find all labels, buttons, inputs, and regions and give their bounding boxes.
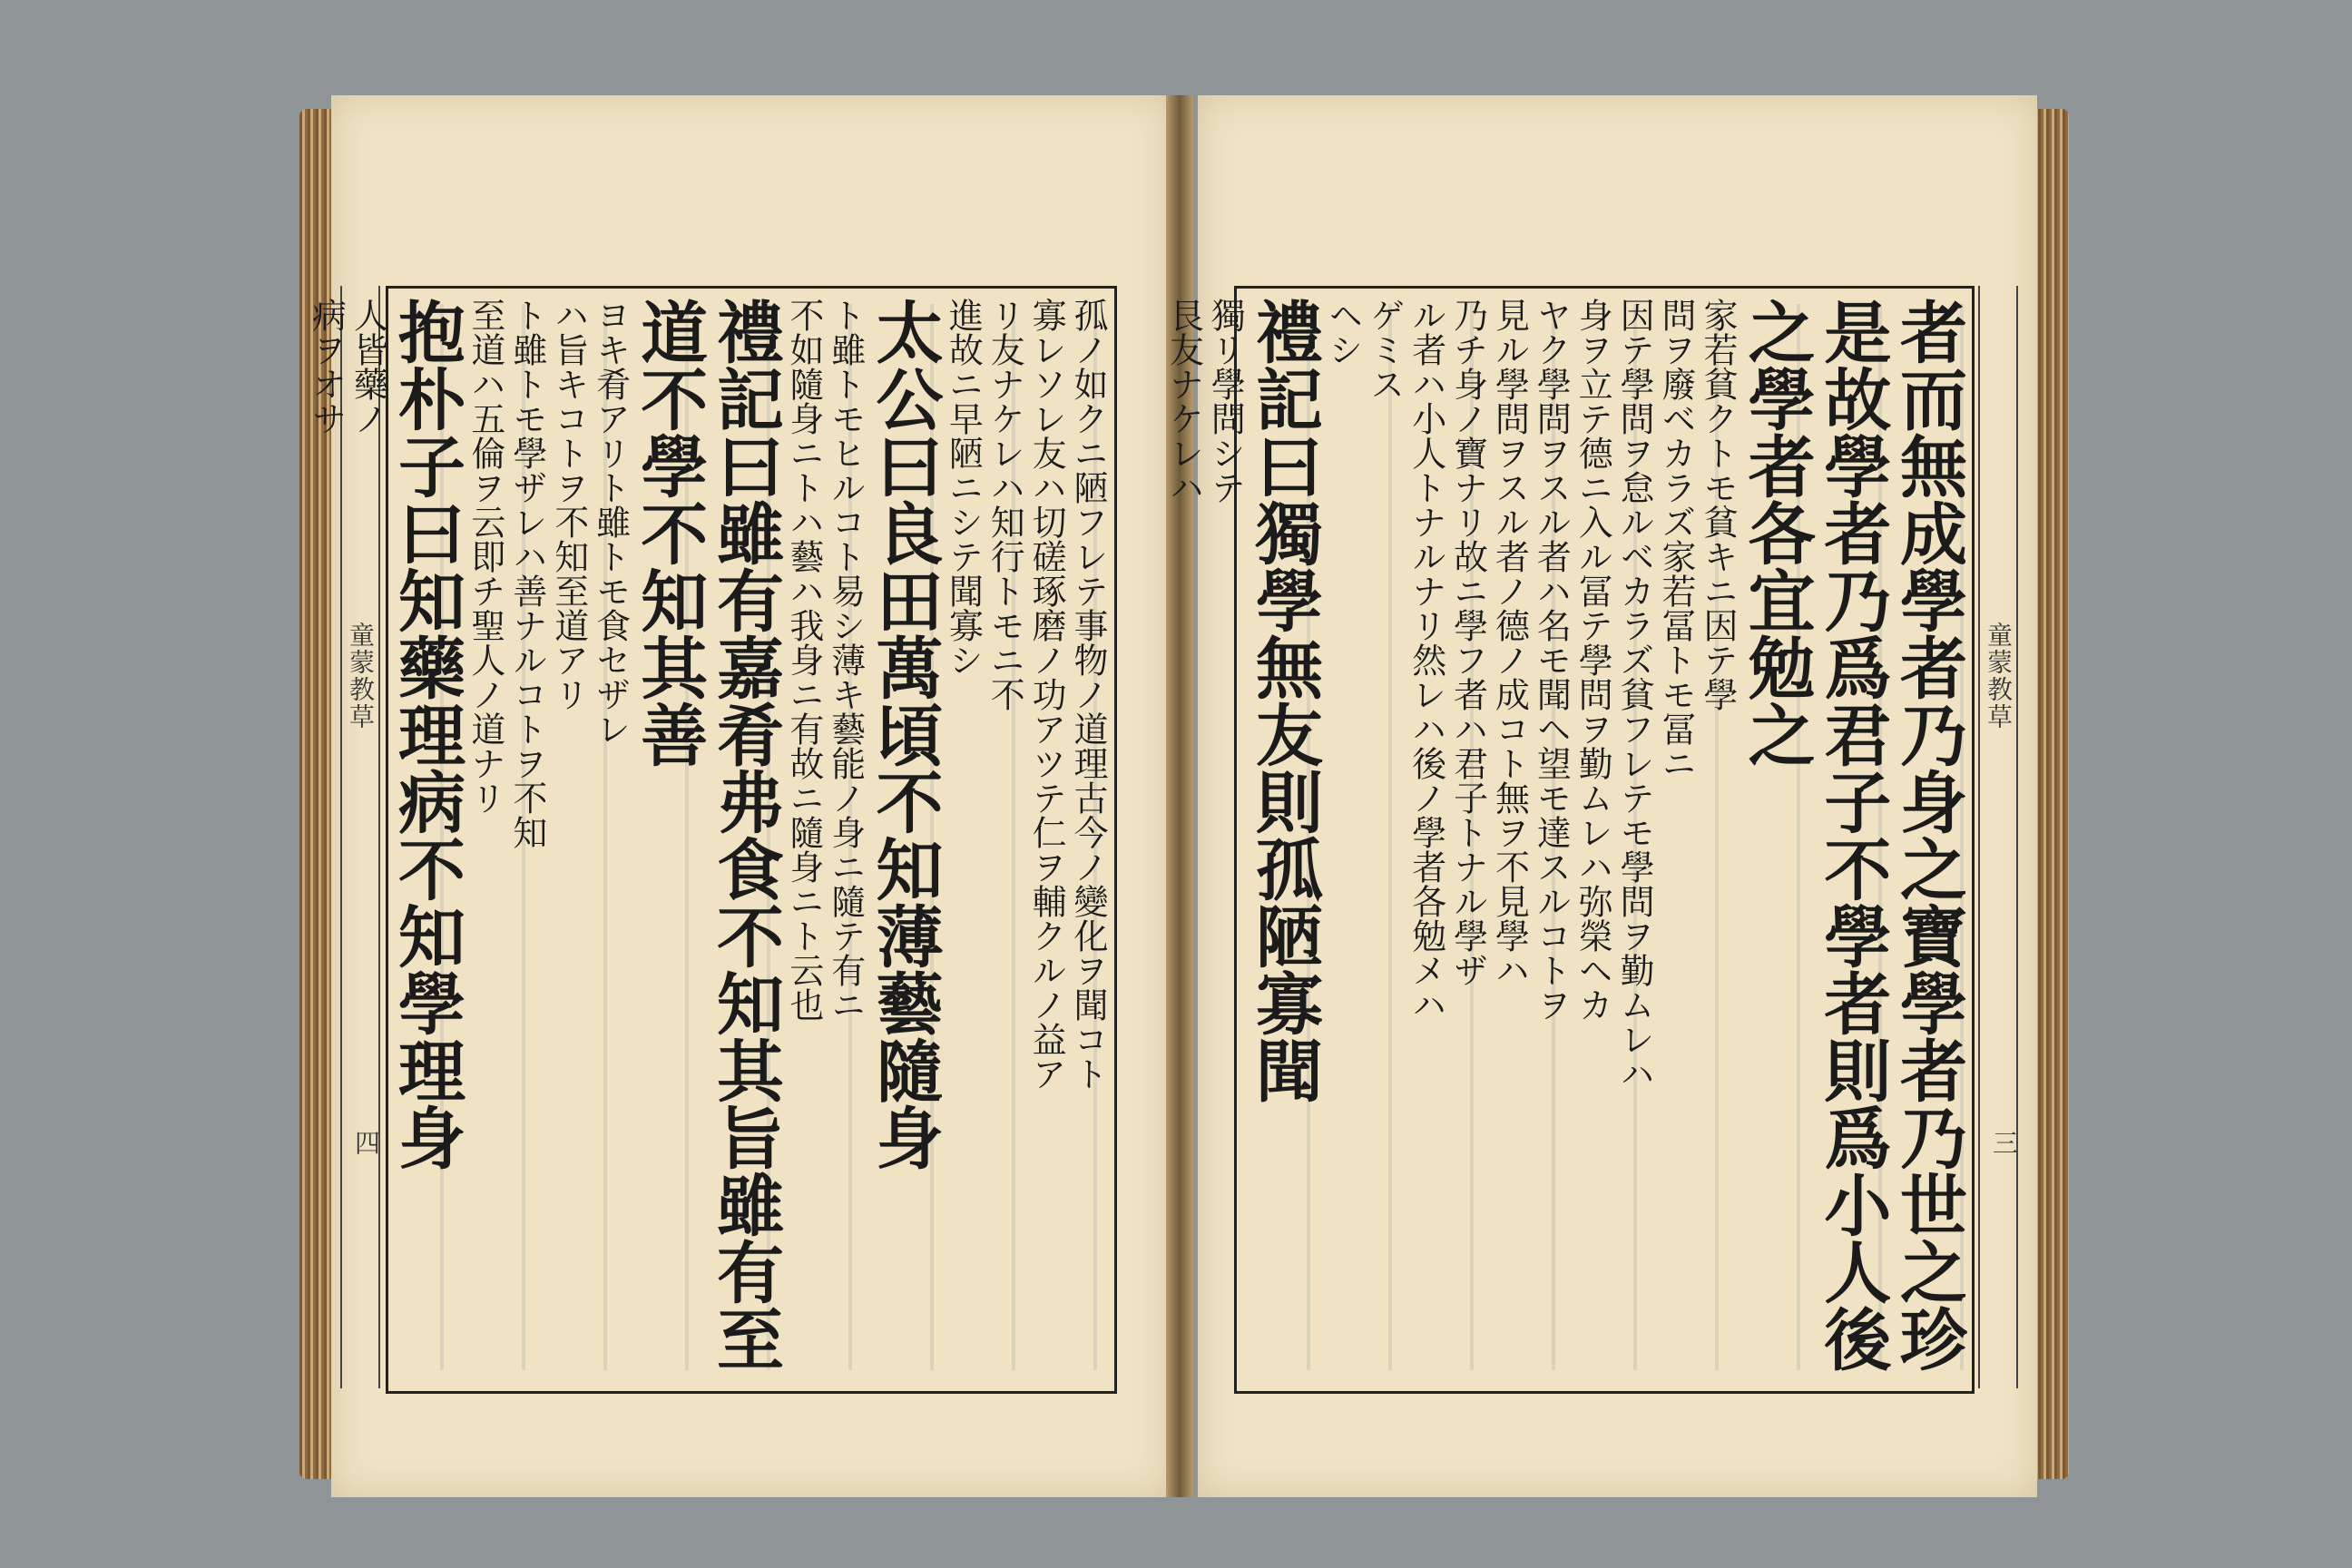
commentary-column: 寡レソレ友ハ切磋琢磨ノ功アツテ仁ヲ輔クルノ益ア (1026, 298, 1067, 1091)
main-text-column: 者而無成學者乃身之寶學者乃世之珍 (1889, 298, 1967, 1372)
commentary-column: 問ヲ廢ベカラズ家若冨トモ冨ニ (1656, 298, 1697, 780)
margin-title: 童蒙教草 (346, 622, 376, 730)
commentary-column: 家若貧クトモ貧キニ因テ學 (1697, 298, 1738, 711)
commentary-column: 艮友ナケレハ (1163, 298, 1204, 505)
commentary-column: 身ヲ立テ德ニ入ル冨テ學問ヲ勤ムレハ弥榮ヘカ (1573, 298, 1613, 1022)
commentary-column: ヤク學問ヲスル者ハ名モ聞ヘ望モ達スルコトヲ (1531, 298, 1572, 1022)
main-text-column: 禮記曰獨學無友則孤陋寡聞 (1245, 298, 1324, 1103)
commentary-column: ヘシ (1322, 298, 1363, 367)
main-text-column: 道不學不知其善 (630, 298, 709, 768)
commentary-column: ル者ハ小人トナルナリ然レハ後ノ學者各勉メハ (1406, 298, 1446, 1022)
commentary-column: 不如隨身ニトハ藝ハ我身ニ有故ニ隨身ニト云也 (783, 298, 824, 1022)
commentary-column: 病ヲオサ (306, 298, 347, 436)
commentary-column: 孤ノ如クニ陋フレテ事物ノ道理古今ノ變化ヲ聞コト (1068, 298, 1108, 1091)
commentary-column: ハ旨キコトヲ不知至道アリ (548, 298, 589, 711)
main-text-column: 太公曰良田萬頃不知薄藝隨身 (865, 298, 944, 1171)
commentary-column: 人皆藥ノ (348, 298, 388, 436)
page-number: 三 (1989, 1130, 2019, 1155)
book-edge-right (2033, 109, 2069, 1479)
open-book (299, 95, 2069, 1497)
main-text-column: 禮記曰雖有嘉肴弗食不知其旨雖有至 (705, 298, 784, 1372)
commentary-column: 因テ學問ヲ怠ルベカラズ貧フレテモ學問ヲ勤ムレハ (1614, 298, 1655, 1091)
main-text-column: 抱朴子曰知藥理病不知學理身 (387, 298, 466, 1171)
commentary-column: 見ル學問ヲスル者ノ德ノ成コト無ヲ不見學ハ (1489, 298, 1530, 987)
margin-rule (1978, 286, 2018, 1388)
right-margin-strip (1969, 286, 2024, 1388)
right-page (1163, 95, 2037, 1497)
commentary-column: ゲミス (1364, 298, 1405, 401)
commentary-column: リ友ナケレハ知行トモニ不 (985, 298, 1025, 711)
margin-title: 童蒙教草 (1984, 622, 2014, 730)
main-text-column: 是故學者乃爲君子不學者則爲小人後 (1813, 298, 1892, 1372)
commentary-column: ト雖トモヒルコト易シ薄キ藝能ノ身ニ隨テ有ニ (825, 298, 866, 1022)
commentary-column: ヨキ肴アリト雖トモ食セザレ (590, 298, 631, 746)
commentary-column: 獨リ學問シテ (1205, 298, 1246, 505)
commentary-column: 進故ニ早陋ニシテ聞寡シ (943, 298, 984, 677)
page-number: 四 (351, 1130, 381, 1155)
text-frame-right (1163, 286, 1975, 1394)
left-page (306, 95, 1171, 1497)
commentary-column: 至道ハ五倫ヲ云即チ聖人ノ道ナリ (465, 298, 505, 815)
text-columns (1163, 298, 1967, 1382)
commentary-column: 乃チ身ノ寶ナリ故ニ學フ者ハ君子トナル學ザ (1447, 298, 1488, 987)
main-text-column: 之學者各宜勉之 (1737, 298, 1816, 768)
commentary-column: ト雖トモ學ザレハ善ナルコトヲ不知 (506, 298, 547, 849)
